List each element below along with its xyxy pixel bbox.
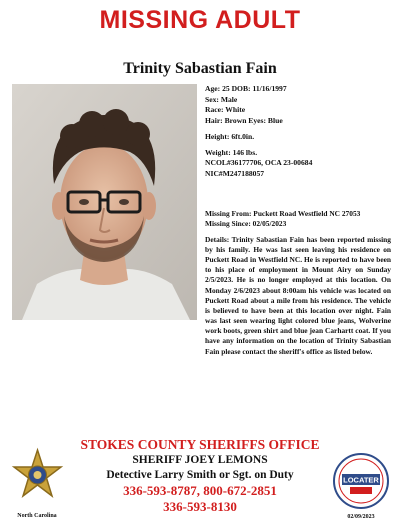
detective-contact: Detective Larry Smith or Sgt. on Duty <box>106 469 294 481</box>
sheriff-name: SHERIFF JOEY LEMONS <box>132 454 268 466</box>
nic-number: NIC#M247188057 <box>205 168 265 178</box>
missing-from: Missing From: Puckett Road Westfield NC 27053 <box>205 209 361 218</box>
portrait-image <box>12 84 197 320</box>
person-info <box>205 84 390 179</box>
ncol-number: NCOL#36177706, OCA 23-00684 <box>205 158 313 167</box>
locater-logo-icon <box>332 452 390 510</box>
person-name: Trinity Sabastian Fain <box>123 60 277 77</box>
sex: Sex: Male <box>205 94 238 104</box>
badge-state-label: North Carolina <box>17 513 57 519</box>
missing-details <box>205 209 391 357</box>
hair-eyes: Hair: Brown Eyes: Blue <box>205 115 283 125</box>
phone-secondary: 336-593-8130 <box>163 499 237 514</box>
race: Race: White <box>205 105 246 114</box>
phone-primary: 336-593-8787, 800-672-2851 <box>123 483 277 498</box>
details-text: Details: Trinity Sabastian Fain has been reported missing by his family. He was last seen leaving his residence on Puckett Road in Westfield NC. He is reported to have been to his place of employment in Mount Airy on Sunday 2/5/2023. He is no longer employed at this location. On Monday 2/6/2023 about 8:00am his vehicle was located on Puckett Road about a mile from his residence. The vehicle is believed to have been at this location over night. Fain was last seen wearing light colored blue jeans, Wolverine work boots, green shirt and blue jean Carhartt coat. If you have any information on the location of Trinity Sabastian Fain please contact the sheriff's office as listed below. <box>205 234 391 356</box>
poster-title: MISSING ADULT <box>99 6 301 34</box>
age-dob: Age: 25 DOB: 11/16/1997 <box>205 84 287 93</box>
poster-date: 02/09/2023 <box>347 514 375 520</box>
person-photo <box>12 84 197 320</box>
height: Height: 6ft.0in. <box>205 131 255 141</box>
missing-since: Missing Since: 02/05/2023 <box>205 219 287 229</box>
locater-logo-text: LOCATER <box>343 475 379 485</box>
office-name: STOKES COUNTY SHERIFFS OFFICE <box>80 437 320 452</box>
weight: Weight: 146 lbs. <box>205 147 258 157</box>
